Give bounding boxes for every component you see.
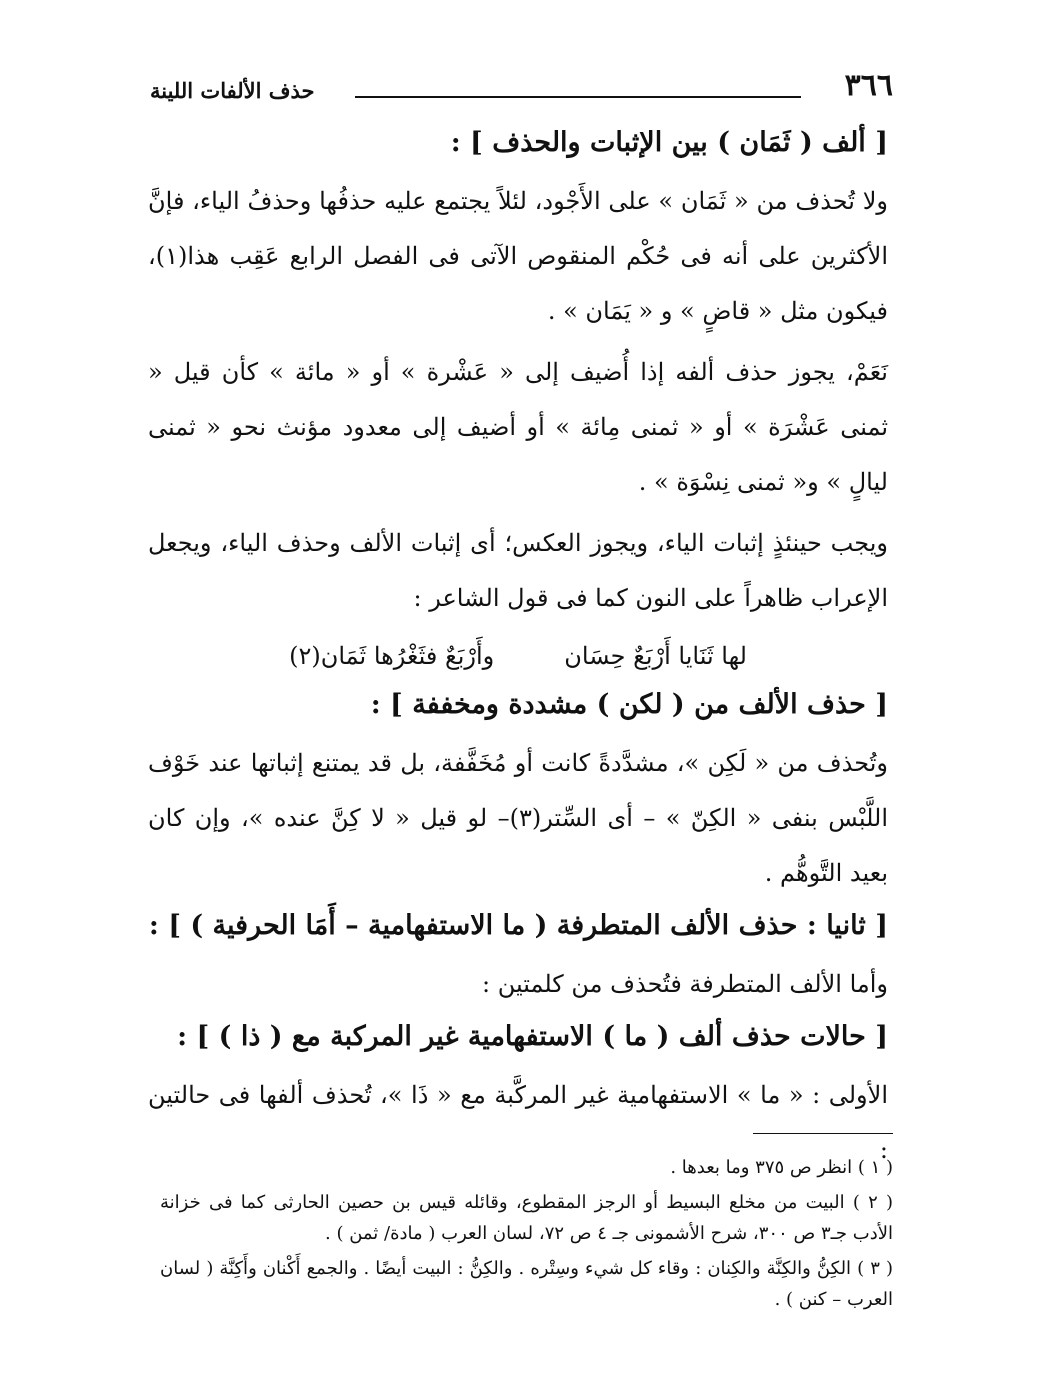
- footnote: ( ٣ ) الكِنُّ والكِنَّة والكِنان : وقاء كل شيء وسِتْره . والكِنُّ : البيت أيضًا . والجمع أَكْنان وأَكِنَّة ( لسان العرب – كنن ) .: [160, 1258, 893, 1310]
- paragraph: وتُحذف من « لَكِن »، مشدَّدةً كانت أو مُخَفَّفة، بل قد يمتنع إثباتها عند خَوْف اللَّبْس بنفى « الكِنّ » – أى السِّتر(٣)– لو قيل « لا كِنَّ عنده »، وإن كان بعيد التَّوهُّم .: [148, 749, 888, 887]
- verse-right-hemistich: لها ثَنَايا أَرْبَعٌ حِسَان: [564, 642, 747, 670]
- verse-left-hemistich: وأَرْبَعٌ فثَغْرُها ثَمَان(٢): [289, 642, 495, 670]
- poetry-verse: [148, 632, 888, 680]
- paragraph: وأما الألف المتطرفة فتُحذف من كلمتين :: [482, 970, 888, 998]
- paragraph: ولا تُحذف من « ثَمَان » على الأَجْود، لئلاً يجتمع عليه حذفُها وحذفُ الياء، فإنَّ الأكثرين على أنه فى حُكْم المنقوص الآتى فى الفصل الرابع عَقِب هذا(١)، فيكون مثل « قاضٍ » و « يَمَان » .: [148, 187, 888, 325]
- section-heading: [ حذف الألف من ( لكن ) مشددة ومخففة ] :: [370, 689, 888, 720]
- paragraph: الأولى : « ما » الاستفهامية غير المركَّبة مع « ذَا »، تُحذف ألفها فى حالتين :: [148, 1081, 888, 1164]
- section-heading: [ حالات حذف ألف ( ما ) الاستفهامية غير المركبة مع ( ذا ) ] :: [177, 1021, 888, 1052]
- page-body: [148, 124, 888, 1184]
- paragraph: ويجب حينئذٍ إثبات الياء، ويجوز العكس؛ أى إثبات الألف وحذف الياء، ويجعل الإعراب ظاهراً على النون كما فى قول الشاعر :: [148, 529, 888, 612]
- paragraph: نَعَمْ، يجوز حذف ألفه إذا أُضيف إلى « عَشْرة » أو « مائة » كأن قيل « ثمنى عَشْرَة » أو « ثمنى مِائة » أو أضيف إلى معدود مؤنث نحو « ثمنى ليالٍ » و« ثمنى نِسْوَة » .: [148, 358, 888, 496]
- running-title: حذف الألفات اللينة: [150, 78, 315, 103]
- section-heading: [ ألف ( ثَمَان ) بين الإثبات والحذف ] :: [450, 127, 888, 158]
- footnote-rule: [753, 1133, 893, 1134]
- page-number: ٣٦٦: [844, 68, 893, 103]
- footnotes: [160, 1152, 893, 1319]
- header-rule: [355, 96, 801, 98]
- footnote: ( ١ ) انظر ص ٣٧٥ وما بعدها .: [670, 1157, 893, 1178]
- section-heading: [ ثانيا : حذف الألف المتطرفة ( ما الاستفهامية – أَمَا الحرفية ) ] :: [148, 910, 888, 941]
- footnote: ( ٢ ) البيت من مخلع البسيط أو الرجز المقطوع، وقائله قيس بن حصين الحارثى كما فى خزانة الأدب جـ٣ ص ٣٠٠، شرح الأشمونى جـ ٤ ص ٧٢، لسان العرب ( مادة/ ثمن ) .: [160, 1192, 893, 1244]
- page-header: [150, 62, 893, 112]
